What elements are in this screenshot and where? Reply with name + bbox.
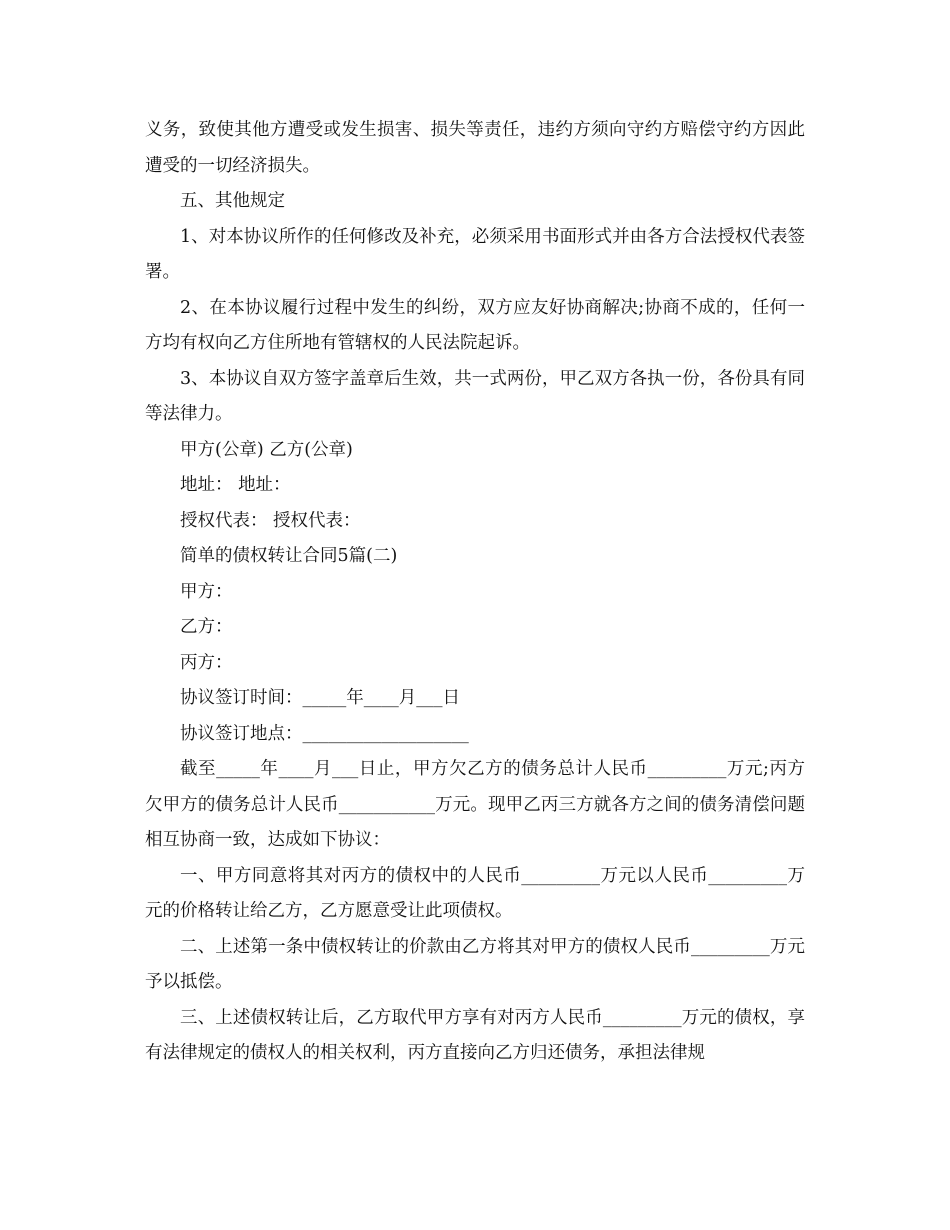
article-2-offset: 二、上述第一条中债权转让的价款由乙方将其对甲方的债权人民币_________万元予以抵偿。 bbox=[145, 936, 805, 992]
signing-date: 协议签订时间：_____年____月___日 bbox=[180, 688, 460, 708]
party-c: 丙方： bbox=[180, 652, 233, 673]
signature-parties-seal: 甲方(公章) 乙方(公章) bbox=[180, 439, 353, 460]
paragraph-continuation: 义务，致使其他方遭受或发生损害、损失等责任，违约方须向守约方赔偿守约方因此遭受的一切经济损失。 bbox=[145, 120, 805, 176]
signing-place: 协议签订地点：___________________ bbox=[180, 723, 469, 744]
document-body bbox=[145, 113, 805, 1072]
clause-2-disputes: 2、在本协议履行过程中发生的纠纷，双方应友好协商解决;协商不成的，任何一方均有权向乙方住所地有管辖权的人民法院起诉。 bbox=[145, 297, 805, 353]
signature-address: 地址： 地址： bbox=[180, 475, 291, 495]
clause-3-effectiveness: 3、本协议自双方签字盖章后生效，共一式两份，甲乙双方各执一份，各份具有同等法律力。 bbox=[145, 368, 805, 424]
party-a: 甲方： bbox=[180, 581, 233, 602]
contract-title: 简单的债权转让合同5篇(二) bbox=[180, 546, 398, 566]
section-heading-other-provisions: 五、其他规定 bbox=[180, 191, 285, 211]
party-b: 乙方： bbox=[180, 617, 233, 637]
signature-authorized-rep: 授权代表： 授权代表： bbox=[180, 510, 361, 531]
preamble-debts: 截至_____年____月___日止，甲方欠乙方的债务总计人民币_________万元;丙方欠甲方的债务总计人民币___________万元。现甲乙丙三方就各方之间的债务清偿问题相互协商一致，达成如下协议： bbox=[145, 759, 805, 850]
article-1-transfer: 一、甲方同意将其对丙方的债权中的人民币_________万元以人民币_________万元的价格转让给乙方，乙方愿意受让此项债权。 bbox=[145, 865, 805, 921]
article-3-rights: 三、上述债权转让后，乙方取代甲方享有对丙方人民币_________万元的债权，享有法律规定的债权人的相关权利，丙方直接向乙方归还债务，承担法律规 bbox=[145, 1007, 805, 1063]
clause-1-amendments: 1、对本协议所作的任何修改及补充，必须采用书面形式并由各方合法授权代表签署。 bbox=[145, 226, 805, 282]
